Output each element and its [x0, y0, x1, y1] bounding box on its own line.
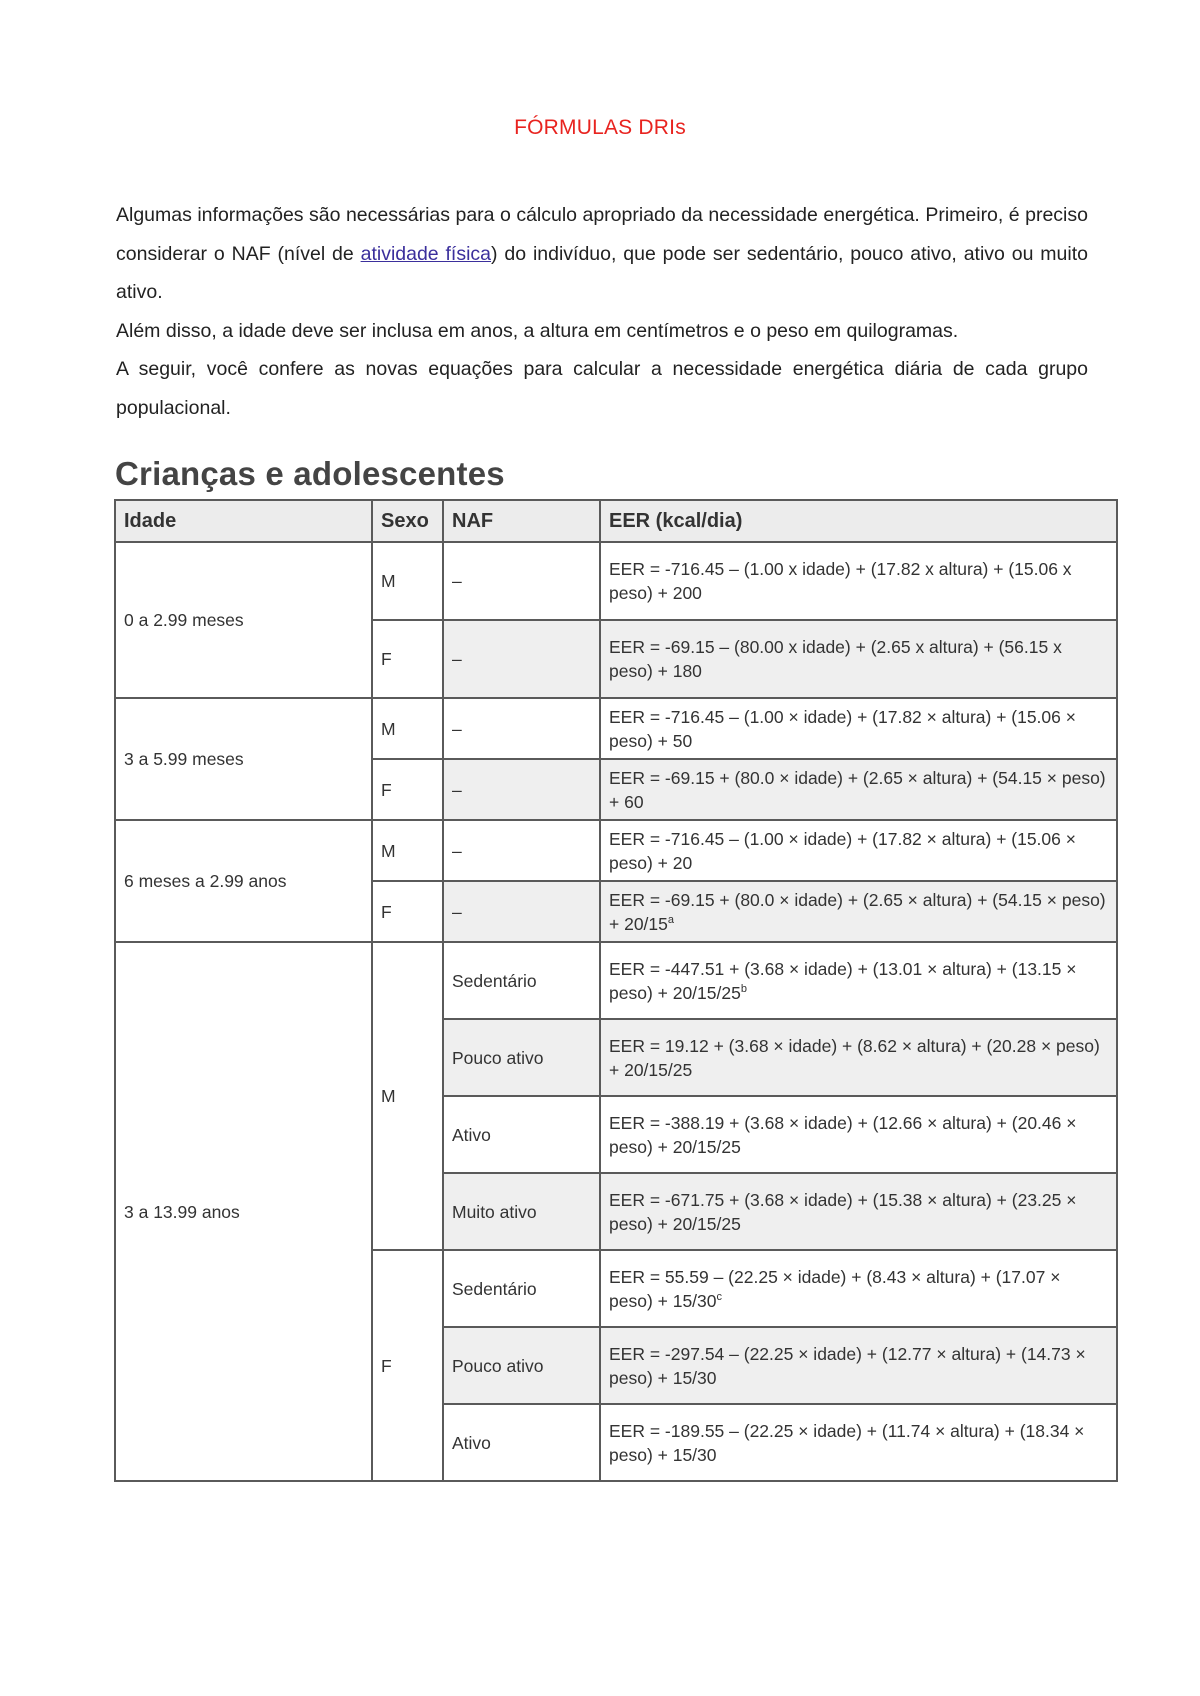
age-cell: 0 a 2.99 meses — [115, 542, 372, 698]
naf-cell: Pouco ativo — [443, 1019, 600, 1096]
naf-cell: Pouco ativo — [443, 1327, 600, 1404]
naf-cell: Muito ativo — [443, 1173, 600, 1250]
naf-cell: Ativo — [443, 1404, 600, 1481]
intro-p1-start: Algumas informações são necessárias para o cálculo apropriado da necessidade energética. Primeiro, é preciso considerar o NAF (nível de — [116, 204, 1088, 265]
intro-paragraph-3: A seguir, você confere as novas equações para calcular a necessidade energética diária de cada grupo populacional. — [116, 358, 1088, 419]
intro-paragraph-2: Além disso, a idade deve ser inclusa em anos, a altura em centímetros e o peso em quilogramas. — [116, 319, 959, 342]
naf-cell: Ativo — [443, 1096, 600, 1173]
eer-formula-text: EER = -447.51 + (3.68 × idade) + (13.01 × altura) + (13.15 × peso) + 20/15/25 — [609, 958, 1077, 1003]
naf-cell: – — [443, 820, 600, 881]
section-heading: Crianças e adolescentes — [115, 455, 505, 492]
footnote-marker: c — [716, 1290, 723, 1303]
table-row — [115, 698, 1117, 759]
eer-formula-cell: EER = -716.45 – (1.00 × idade) + (17.82 × altura) + (15.06 × peso) + 20 — [600, 820, 1117, 881]
eer-formula-text: EER = 55.59 – (22.25 × idade) + (8.43 × altura) + (17.07 × peso) + 15/30 — [609, 1266, 1061, 1311]
naf-cell: Sedentário — [443, 1250, 600, 1327]
footnote-marker: a — [667, 913, 674, 926]
eer-formula-cell: EER = -671.75 + (3.68 × idade) + (15.38 × altura) + (23.25 × peso) + 20/15/25 — [600, 1173, 1117, 1250]
naf-cell: – — [443, 698, 600, 759]
header-naf: NAF — [443, 500, 600, 542]
document-title: FÓRMULAS DRIs — [514, 116, 686, 139]
naf-cell: – — [443, 759, 600, 820]
eer-formula-cell: EER = -69.15 – (80.00 x idade) + (2.65 x altura) + (56.15 x peso) + 180 — [600, 620, 1117, 698]
table-row — [115, 542, 1117, 620]
sex-cell: M — [372, 820, 443, 881]
table-header-row — [115, 500, 1117, 542]
header-eer: EER (kcal/dia) — [600, 500, 1117, 542]
header-sexo: Sexo — [372, 500, 443, 542]
header-idade: Idade — [115, 500, 372, 542]
eer-formula-cell: EER = -388.19 + (3.68 × idade) + (12.66 × altura) + (20.46 × peso) + 20/15/25 — [600, 1096, 1117, 1173]
naf-cell: – — [443, 881, 600, 942]
eer-formula-cell: EER = -716.45 – (1.00 x idade) + (17.82 x altura) + (15.06 x peso) + 200 — [600, 542, 1117, 620]
eer-formula-cell — [600, 942, 1117, 1019]
footnote-marker: b — [740, 982, 747, 995]
sex-cell: M — [372, 698, 443, 759]
eer-formula-cell: EER = 19.12 + (3.68 × idade) + (8.62 × altura) + (20.28 × peso) + 20/15/25 — [600, 1019, 1117, 1096]
sex-cell: F — [372, 881, 443, 942]
naf-cell: – — [443, 542, 600, 620]
atividade-fisica-link[interactable]: atividade física — [360, 242, 492, 265]
sex-cell: F — [372, 1250, 443, 1481]
sex-cell: M — [372, 542, 443, 620]
sex-cell: F — [372, 759, 443, 820]
eer-formula-cell — [600, 1250, 1117, 1327]
age-cell: 3 a 13.99 anos — [115, 942, 372, 1481]
sex-cell: F — [372, 620, 443, 698]
intro-text — [116, 196, 1088, 427]
intro-paragraph-1 — [116, 196, 1088, 312]
intro-p1-end: ) do indivíduo, que pode ser sedentário, pouco ativo, ativo ou muito ativo. — [116, 242, 1088, 303]
age-cell: 6 meses a 2.99 anos — [115, 820, 372, 942]
naf-cell: Sedentário — [443, 942, 600, 1019]
naf-cell: – — [443, 620, 600, 698]
eer-formula-cell: EER = -189.55 – (22.25 × idade) + (11.74 × altura) + (18.34 × peso) + 15/30 — [600, 1404, 1117, 1481]
table-row — [115, 820, 1117, 881]
eer-formula-cell: EER = -69.15 + (80.0 × idade) + (2.65 × altura) + (54.15 × peso) + 60 — [600, 759, 1117, 820]
age-cell: 3 a 5.99 meses — [115, 698, 372, 820]
eer-formula-text: EER = -69.15 + (80.0 × idade) + (2.65 × altura) + (54.15 × peso) + 20/15 — [609, 889, 1106, 934]
eer-formula-cell: EER = -297.54 – (22.25 × idade) + (12.77 × altura) + (14.73 × peso) + 15/30 — [600, 1327, 1117, 1404]
table-row — [115, 942, 1117, 1019]
eer-formula-cell — [600, 881, 1117, 942]
sex-cell: M — [372, 942, 443, 1250]
eer-formula-cell: EER = -716.45 – (1.00 × idade) + (17.82 × altura) + (15.06 × peso) + 50 — [600, 698, 1117, 759]
eer-table — [114, 499, 1118, 1482]
